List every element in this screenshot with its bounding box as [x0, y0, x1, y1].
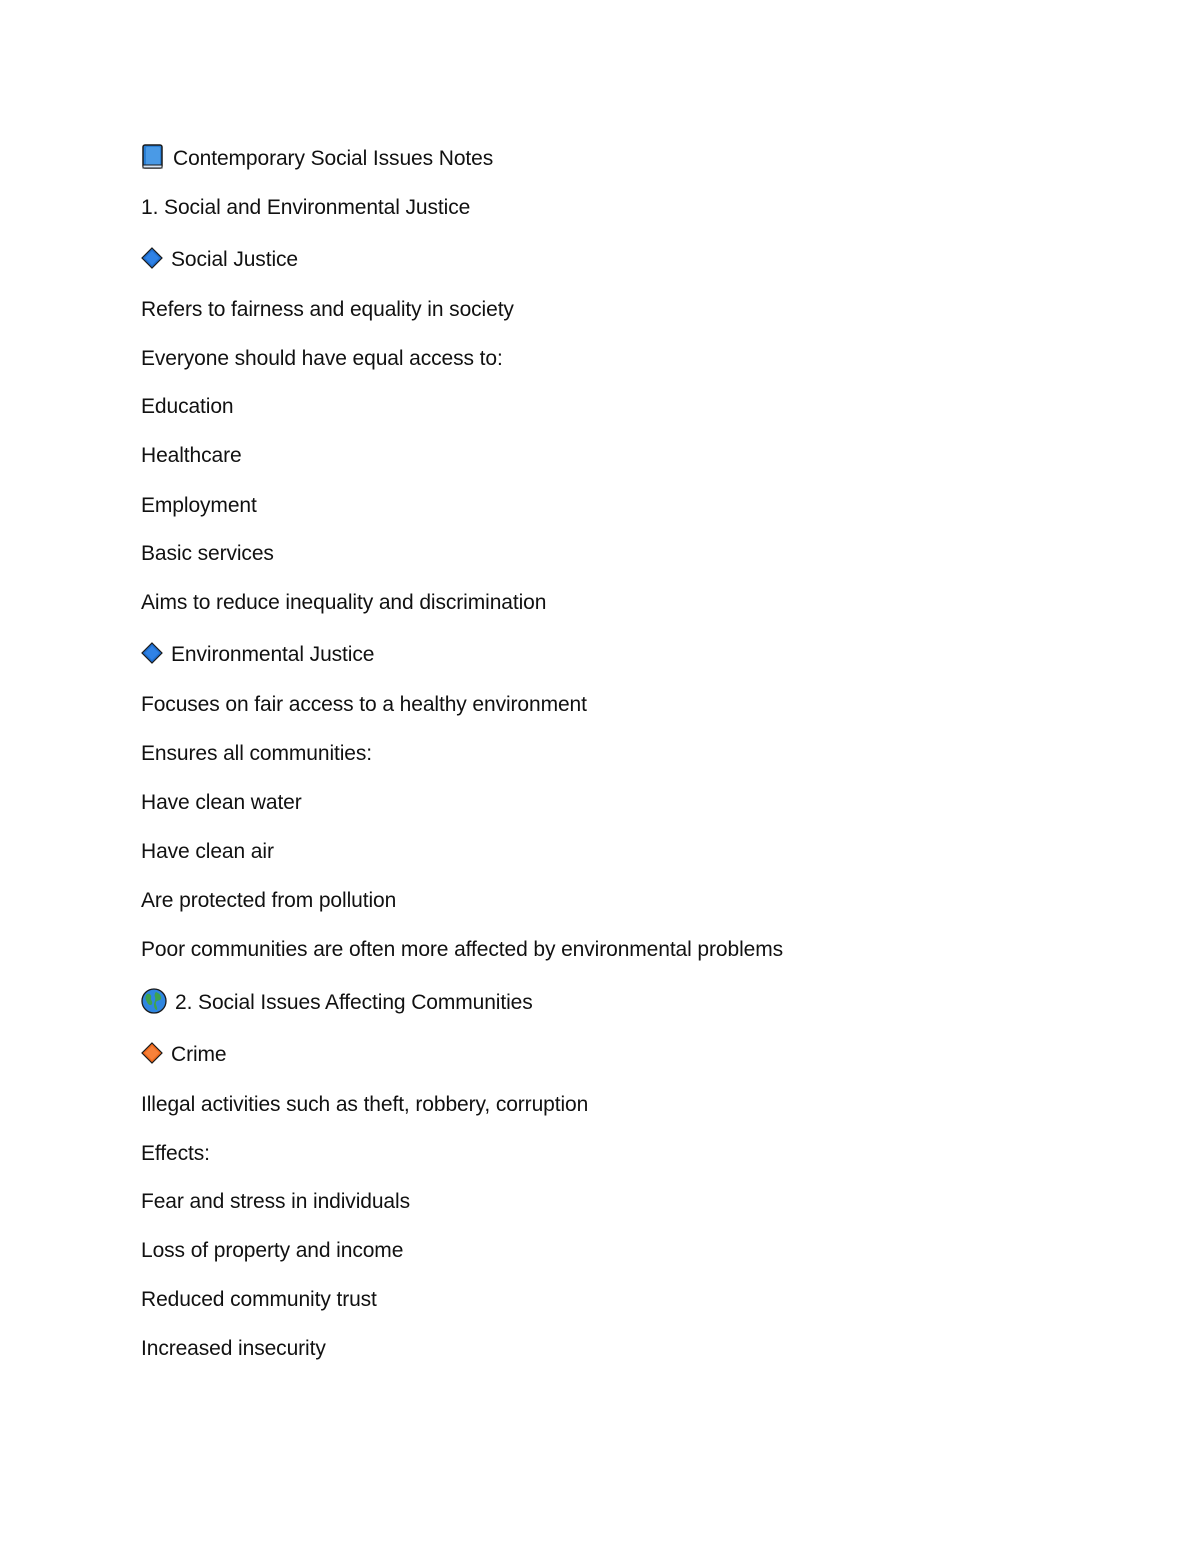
list-item: Basic services	[141, 542, 274, 565]
list-item: Refers to fairness and equality in society	[141, 298, 514, 321]
social-justice-heading-line	[141, 246, 298, 274]
list-item: Fear and stress in individuals	[141, 1190, 410, 1213]
list-item: Increased insecurity	[141, 1337, 326, 1360]
list-item: Are protected from pollution	[141, 889, 397, 912]
section1-heading: 1. Social and Environmental Justice	[141, 196, 471, 219]
list-item: Illegal activities such as theft, robbery, corruption	[141, 1093, 589, 1116]
blue-book-icon	[141, 144, 165, 170]
list-item: Focuses on fair access to a healthy environment	[141, 693, 587, 716]
globe-icon	[141, 988, 167, 1014]
blue-diamond-icon	[141, 642, 163, 664]
social-justice-heading: Social Justice	[171, 248, 298, 271]
crime-heading-line	[141, 1041, 227, 1069]
environmental-justice-heading: Environmental Justice	[171, 643, 375, 666]
list-item: Reduced community trust	[141, 1288, 377, 1311]
document-title: Contemporary Social Issues Notes	[173, 147, 494, 170]
section2-heading-line	[141, 989, 533, 1017]
section2-heading: 2. Social Issues Affecting Communities	[175, 991, 533, 1014]
list-item: Employment	[141, 494, 257, 517]
list-item: Ensures all communities:	[141, 742, 373, 765]
list-item: Have clean water	[141, 791, 302, 814]
list-item: Have clean air	[141, 840, 274, 863]
list-item: Healthcare	[141, 444, 242, 467]
blue-diamond-icon	[141, 247, 163, 269]
environmental-justice-heading-line	[141, 641, 374, 669]
list-item: Aims to reduce inequality and discrimination	[141, 591, 547, 614]
list-item: Effects:	[141, 1142, 210, 1165]
list-item: Education	[141, 395, 234, 418]
list-item: Poor communities are often more affected by environmental problems	[141, 938, 784, 961]
list-item: Everyone should have equal access to:	[141, 347, 503, 370]
crime-heading: Crime	[171, 1043, 227, 1066]
list-item: Loss of property and income	[141, 1239, 404, 1262]
document-title-line	[141, 145, 493, 173]
orange-diamond-icon	[141, 1042, 163, 1064]
